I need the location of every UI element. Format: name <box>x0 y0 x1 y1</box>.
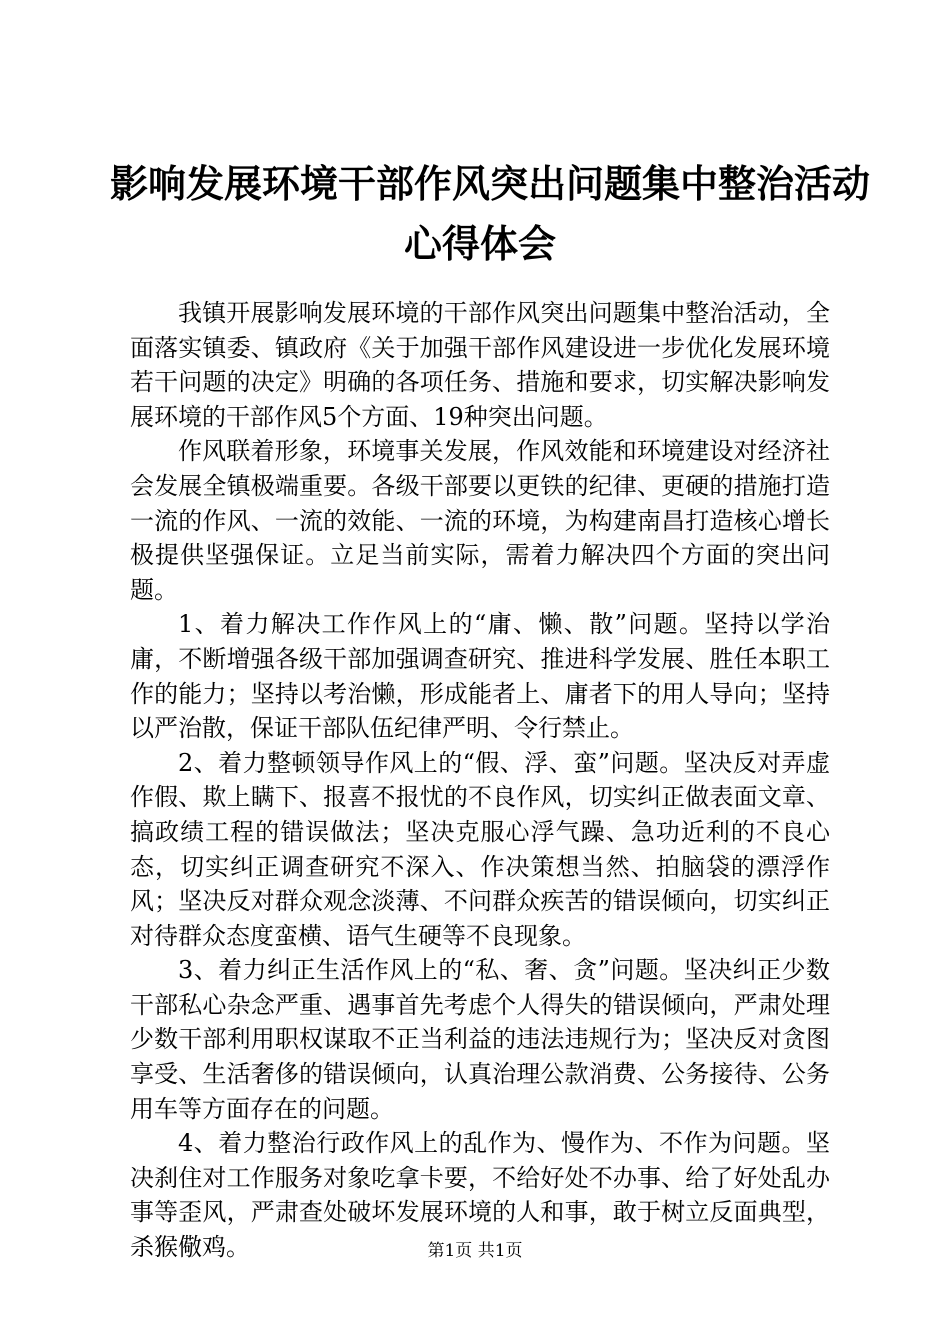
paragraph-overview: 作风联着形象，环境事关发展，作风效能和环境建设对经济社会发展全镇极端重要。各级干部要以更铁的纪律、更硬的措施打造一流的作风、一流的效能、一流的环境，为构建南昌打造核心增长极提供坚强保证。立足当前实际，需着力解决四个方面的突出问题。 <box>130 437 830 604</box>
document-title-line-1: 影响发展环境干部作风突出问题集中整治活动 <box>110 161 871 206</box>
page-footer: 第1页 共1页 <box>427 1241 523 1261</box>
document-body <box>130 296 830 1265</box>
paragraph-item-2: 2、着力整顿领导作风上的“假、浮、蛮”问题。坚决反对弄虚作假、欺上瞒下、报喜不报忧的不良作风，切实纠正做表面文章、搞政绩工程的错误做法；坚决克服心浮气躁、急功近利的不良心态，切实纠正调查研究不深入、作决策想当然、拍脑袋的漂浮作风；坚决反对群众观念淡薄、不问群众疾苦的错误倾向，切实纠正对待群众态度蛮横、语气生硬等不良现象。 <box>130 748 830 950</box>
paragraph-item-3: 3、着力纠正生活作风上的“私、奢、贪”问题。坚决纠正少数干部私心杂念严重、遇事首先考虑个人得失的错误倾向，严肃处理少数干部利用职权谋取不正当利益的违法违规行为；坚决反对贪图享受、生活奢侈的错误倾向，认真治理公款消费、公务接待、公务用车等方面存在的问题。 <box>130 956 830 1123</box>
paragraph-item-4: 4、着力整治行政作风上的乱作为、慢作为、不作为问题。坚决刹住对工作服务对象吃拿卡要，不给好处不办事、给了好处乱办事等歪风，严肃查处破坏发展环境的人和事，敢于树立反面典型，杀猴儆鸡。 <box>130 1129 830 1262</box>
document-title-line-2: 心得体会 <box>403 221 556 266</box>
paragraph-item-1: 1、着力解决工作作风上的“庸、懒、散”问题。坚持以学治庸，不断增强各级干部加强调查研究、推进科学发展、胜任本职工作的能力；坚持以考治懒，形成能者上、庸者下的用人导向；坚持以严治散，保证干部队伍纪律严明、令行禁止。 <box>130 610 830 743</box>
paragraph-intro: 我镇开展影响发展环境的干部作风突出问题集中整治活动，全面落实镇委、镇政府《关于加强干部作风建设进一步优化发展环境若干问题的决定》明确的各项任务、措施和要求，切实解决影响发展环境的干部作风5个方面、19种突出问题。 <box>130 299 830 431</box>
